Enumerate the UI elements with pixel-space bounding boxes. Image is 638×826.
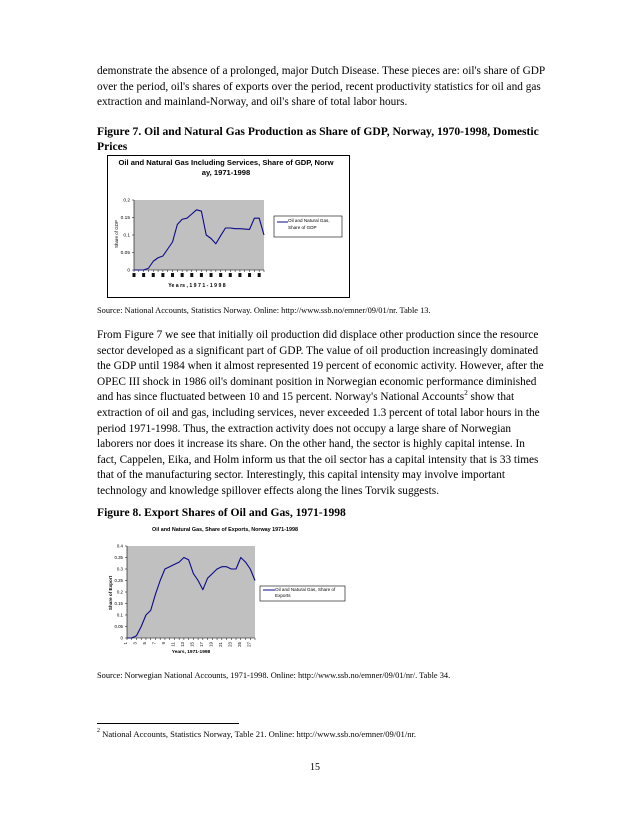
- x-tick-label-block: [142, 273, 145, 277]
- legend-label-box: [288, 217, 341, 237]
- y-tick-label: 0.35: [114, 555, 123, 561]
- x-tick-label: 13: [179, 642, 185, 647]
- y-tick-label: 0.1: [116, 612, 123, 618]
- x-tick-label: 17: [198, 642, 204, 647]
- y-axis-label: Share of GDP: [114, 219, 119, 249]
- figure7-caption: Figure 7. Oil and Natural Gas Production as Share of GDP, Norway, 1970-1998, Domestic Prices: [97, 125, 539, 154]
- x-tick-label-block: [238, 273, 241, 277]
- legend-label: Oil and Natural Gas, Share of Exports: [275, 587, 336, 598]
- x-tick-label-block: [200, 273, 203, 277]
- figure8-chart-svg: [97, 520, 364, 661]
- y-tick-label: 0: [127, 268, 130, 274]
- y-tick-label: 0.3: [116, 566, 123, 572]
- x-tick-label: 25: [236, 642, 242, 647]
- x-tick-label: 27: [246, 642, 252, 647]
- x-tick-label: 1: [123, 642, 128, 645]
- x-tick-label-block: [229, 273, 232, 277]
- figure7-chart: [107, 155, 350, 298]
- intro-paragraph: demonstrate the absence of a prolonged, major Dutch Disease. These pieces are: oil's share of GDP over the period, oil's shares of exports over the period, recent productivity statistics for oil and gas extraction and mainland-Norway, and oil's share of total labor hours.: [97, 65, 545, 109]
- x-tick-label: 3: [132, 642, 138, 645]
- x-tick-label-block: [190, 273, 193, 277]
- chart-title: Oil and Natural Gas, Share of Exports, Norway 1971-1998: [152, 527, 298, 533]
- x-tick-label: 7: [151, 642, 157, 645]
- figure8-chart: [97, 520, 364, 661]
- x-tick-label-block: [161, 273, 164, 277]
- x-tick-label-block: [248, 273, 251, 277]
- y-tick-label: 0.2: [123, 198, 130, 204]
- x-tick-label-block: [133, 273, 136, 277]
- y-tick-label: 0.4: [116, 543, 123, 549]
- x-tick-label: 11: [170, 642, 176, 647]
- figure7-source: Source: National Accounts, Statistics Norway. Online: http://www.ssb.no/emner/09/01/nr. Table 13.: [97, 306, 431, 315]
- footnote-rule: [97, 723, 239, 724]
- x-tick-label-block: [210, 273, 213, 277]
- x-tick-label: 15: [189, 642, 195, 647]
- footnote-text: National Accounts, Statistics Norway, Table 21. Online: http://www.ssb.no/emner/09/01/nr.: [100, 729, 417, 739]
- body-paragraph: [97, 328, 547, 500]
- y-tick-label: 0.15: [120, 216, 130, 222]
- footnote-number: 2: [97, 728, 100, 735]
- x-tick-label: 23: [227, 642, 233, 647]
- figure7-chart-svg: [107, 155, 350, 298]
- x-tick-label: 9: [160, 642, 166, 645]
- y-tick-label: 0.05: [120, 251, 130, 257]
- y-tick-label: 0.05: [114, 624, 123, 630]
- x-tick-label: 21: [217, 642, 223, 647]
- plot-area: [127, 546, 255, 638]
- chart-title-box: [117, 158, 335, 184]
- x-tick-label-block: [258, 273, 261, 277]
- y-tick-label: 0: [120, 635, 123, 641]
- body-text-part1: From Figure 7 we see that initially oil production did displace other production since the resource sector developed as a significant part of GDP. The value of oil production increasingly dominated the GDP until 1984 when it almost represented 19 percent of economic activity. However, after the OPEC III shock in 1986 oil's dominant position in Norwegian economic performance diminished and has since fluctuated between 10 and 15 percent. Norway's National Accounts: [97, 329, 544, 404]
- y-tick-label: 0.1: [123, 233, 130, 239]
- body-text-part2: show that extraction of oil and gas, including services, never exceeded 1.3 percent of total labor hours in the period 1971-1998. Thus, the extraction activity does not occupy a large share of Norwegian laborers nor does it increase its share. On the other hand, the sector is highly capital intense. In fact, Cappelen, Eika, and Holm inform us that the oil sector has a capital intensity that is 33 times that of the manufacturing sector. Interestingly, this capital intensity may involve important technology and knowledge spillover effects along the lines Torvik suggests.: [97, 391, 540, 497]
- footnote: [97, 729, 416, 740]
- chart-title: Oil and Natural Gas Including Services, Share of GDP, Norw ay, 1971-1998: [118, 158, 334, 177]
- footnote-ref[interactable]: 2: [464, 389, 468, 398]
- x-tick-label: 5: [141, 642, 147, 645]
- figure8-source: Source: Norwegian National Accounts, 1971-1998. Online: http://www.ssb.no/emner/09/01/nr/. Table 34.: [97, 671, 451, 680]
- x-tick-label-block: [181, 273, 184, 277]
- x-axis-label: Years, 1971-1998: [171, 650, 211, 655]
- y-tick-label: 0.15: [114, 601, 123, 607]
- x-tick-label: 19: [208, 642, 214, 647]
- y-tick-label: 0.25: [114, 578, 123, 584]
- x-tick-label-block: [171, 273, 174, 277]
- x-tick-label-block: [219, 273, 222, 277]
- page-number: 15: [310, 762, 320, 773]
- legend-label-box: [275, 586, 344, 601]
- x-axis-label: Ye a rs , 1 9 7 1 - 1 9 9 8: [168, 283, 226, 289]
- x-tick-label-block: [152, 273, 155, 277]
- y-axis-label: Share of Export: [108, 575, 113, 611]
- figure8-caption: Figure 8. Export Shares of Oil and Gas, 1971-1998: [97, 506, 346, 519]
- y-tick-label: 0.2: [116, 589, 123, 595]
- legend-label: Oil and Natural Gas, Share of GDP: [288, 218, 330, 230]
